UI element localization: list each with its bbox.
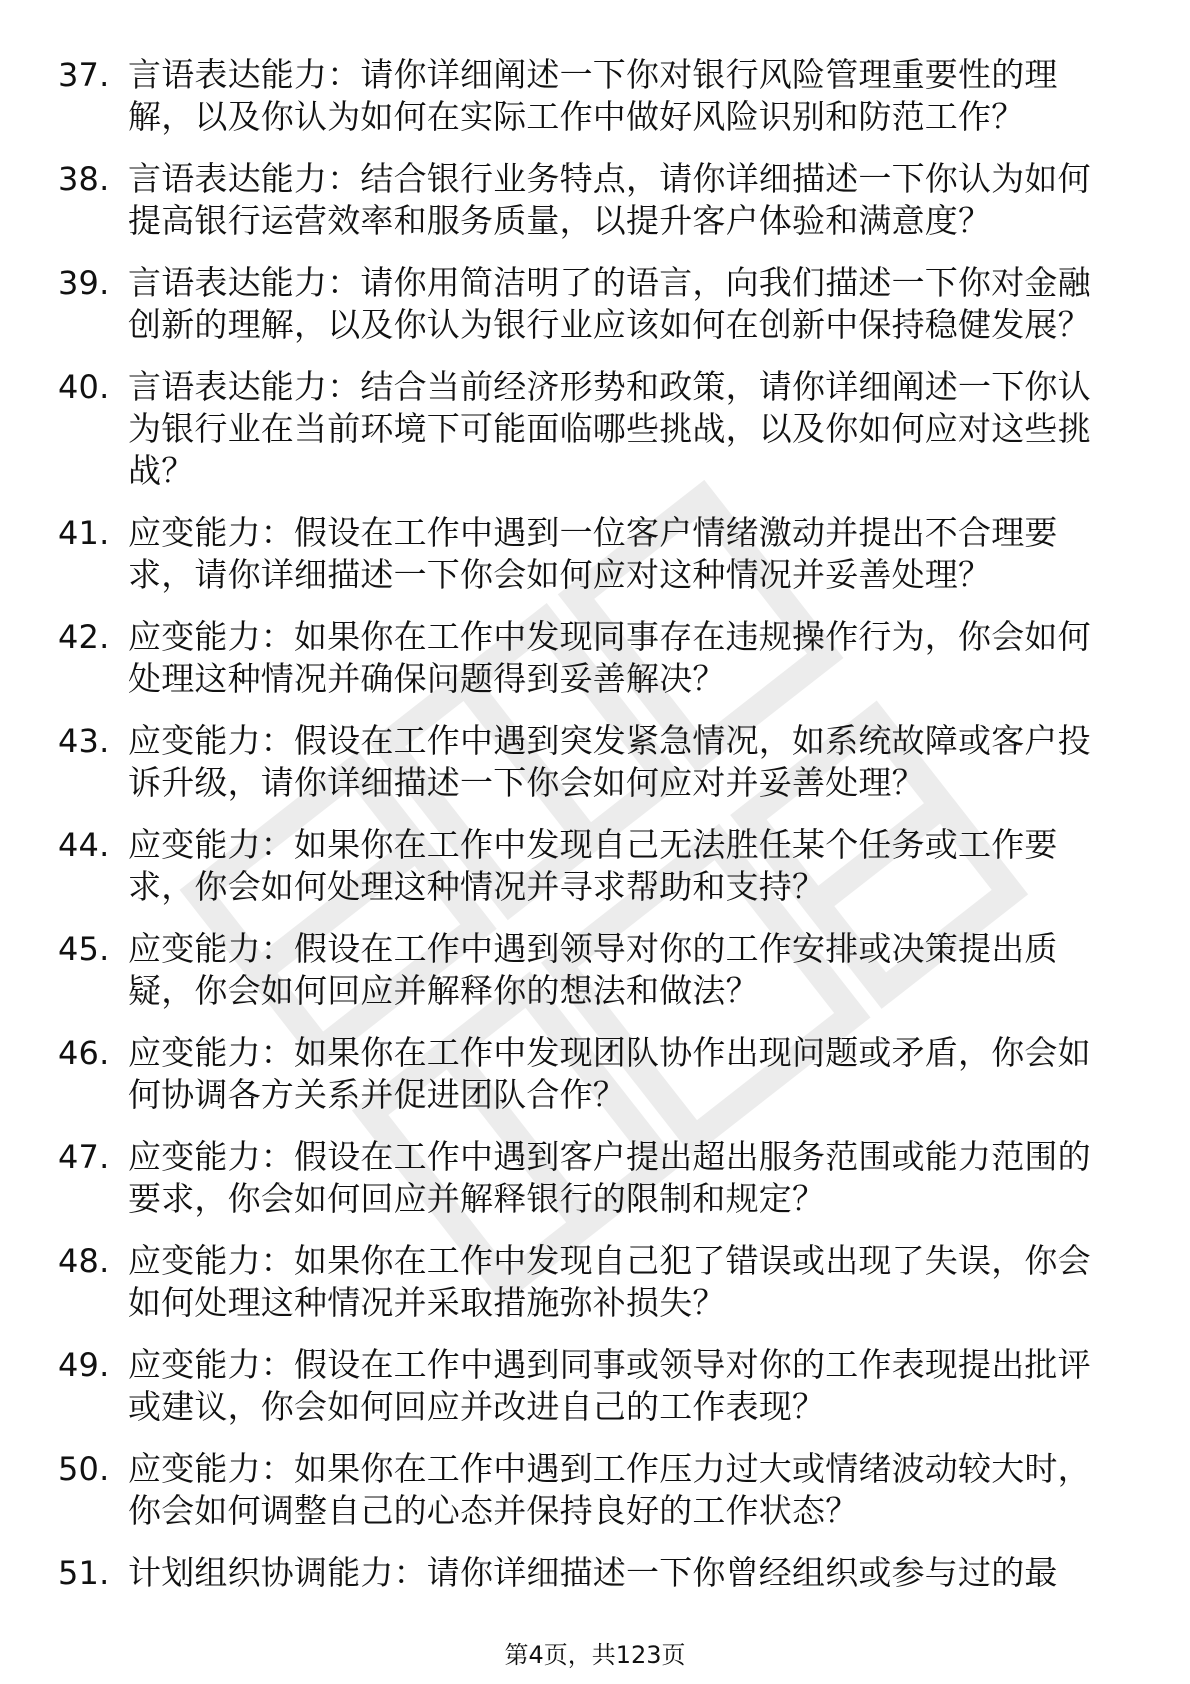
question-text: 应变能力：如果你在工作中发现团队协作出现问题或矛盾，你会如何协调各方关系并促进团队合作？	[128, 1033, 1091, 1114]
question-number: 37.	[58, 56, 110, 94]
question-item	[0, 1136, 1190, 1220]
question-item	[0, 1344, 1190, 1428]
question-text: 应变能力：假设在工作中遇到同事或领导对你的工作表现提出批评或建议，你会如何回应并改进自己的工作表现？	[128, 1345, 1091, 1426]
question-text: 言语表达能力：请你详细阐述一下你对银行风险管理重要性的理解，以及你认为如何在实际工作中做好风险识别和防范工作？	[128, 55, 1058, 136]
question-list	[0, 54, 1190, 1614]
question-item	[0, 1448, 1190, 1532]
question-number: 42.	[58, 618, 110, 656]
question-number: 40.	[58, 368, 110, 406]
question-number: 41.	[58, 514, 110, 552]
question-item	[0, 366, 1190, 492]
question-text: 言语表达能力：结合银行业务特点，请你详细描述一下你认为如何提高银行运营效率和服务质量，以提升客户体验和满意度？	[128, 159, 1091, 240]
page-footer: 第4页，共123页	[504, 1641, 686, 1669]
question-text: 应变能力：如果你在工作中发现自己犯了错误或出现了失误，你会如何处理这种情况并采取措施弥补损失？	[128, 1241, 1091, 1322]
question-text: 应变能力：假设在工作中遇到突发紧急情况，如系统故障或客户投诉升级，请你详细描述一下你会如何应对并妥善处理？	[128, 721, 1091, 802]
question-text: 应变能力：假设在工作中遇到一位客户情绪激动并提出不合理要求，请你详细描述一下你会如何应对这种情况并妥善处理？	[128, 513, 1058, 594]
question-text: 应变能力：如果你在工作中遇到工作压力过大或情绪波动较大时，你会如何调整自己的心态并保持良好的工作状态？	[128, 1449, 1091, 1530]
question-text: 言语表达能力：结合当前经济形势和政策，请你详细阐述一下你认为银行业在当前环境下可能面临哪些挑战，以及你如何应对这些挑战？	[128, 367, 1091, 490]
question-number: 39.	[58, 264, 110, 302]
question-number: 43.	[58, 722, 110, 760]
question-number: 47.	[58, 1138, 110, 1176]
question-item	[0, 928, 1190, 1012]
question-number: 50.	[58, 1450, 110, 1488]
question-number: 46.	[58, 1034, 110, 1072]
question-text: 计划组织协调能力：请你详细描述一下你曾经组织或参与过的最	[128, 1553, 1058, 1592]
question-number: 49.	[58, 1346, 110, 1384]
question-text: 应变能力：假设在工作中遇到客户提出超出服务范围或能力范围的要求，你会如何回应并解释银行的限制和规定？	[128, 1137, 1091, 1218]
question-text: 应变能力：如果你在工作中发现同事存在违规操作行为，你会如何处理这种情况并确保问题得到妥善解决？	[128, 617, 1091, 698]
question-item	[0, 1032, 1190, 1116]
question-number: 45.	[58, 930, 110, 968]
question-item	[0, 1240, 1190, 1324]
question-number: 44.	[58, 826, 110, 864]
question-item	[0, 262, 1190, 346]
question-item	[0, 512, 1190, 596]
question-text: 应变能力：假设在工作中遇到领导对你的工作安排或决策提出质疑，你会如何回应并解释你的想法和做法？	[128, 929, 1058, 1010]
question-item	[0, 824, 1190, 908]
question-number: 38.	[58, 160, 110, 198]
question-item	[0, 1552, 1190, 1594]
question-item	[0, 158, 1190, 242]
question-text: 应变能力：如果你在工作中发现自己无法胜任某个任务或工作要求，你会如何处理这种情况并寻求帮助和支持？	[128, 825, 1058, 906]
question-item	[0, 54, 1190, 138]
question-number: 51.	[58, 1554, 110, 1592]
question-item	[0, 616, 1190, 700]
question-item	[0, 720, 1190, 804]
question-text: 言语表达能力：请你用简洁明了的语言，向我们描述一下你对金融创新的理解，以及你认为银行业应该如何在创新中保持稳健发展？	[128, 263, 1091, 344]
question-number: 48.	[58, 1242, 110, 1280]
